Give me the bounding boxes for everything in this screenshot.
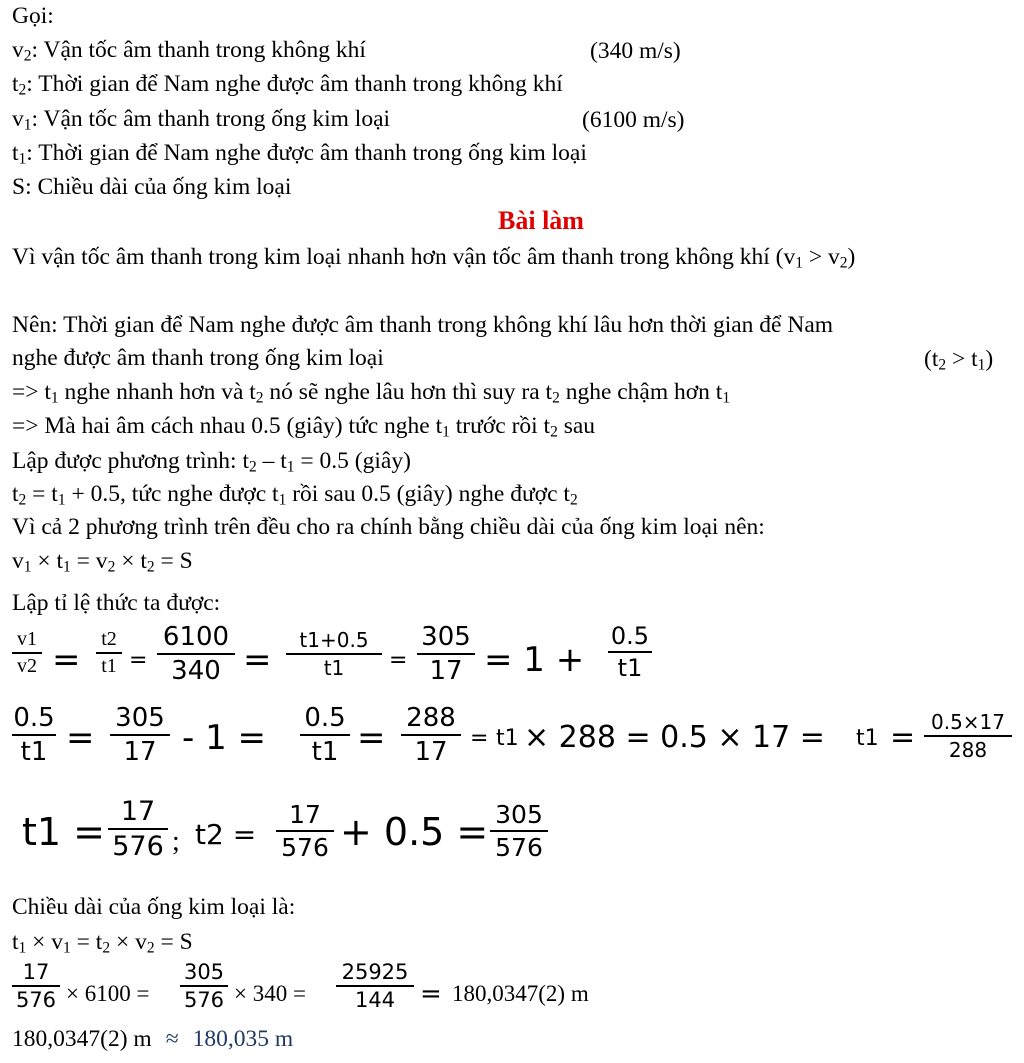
eq2-product-chain: × 288 = 0.5 × 17 = [524, 720, 825, 755]
eq3-semicolon: ; [172, 826, 180, 857]
eq2-fraction-result: 0.5×17 288 [924, 710, 1012, 762]
eq1-equals-2: = [129, 648, 148, 673]
conclusion-line-1: Nên: Thời gian để Nam nghe được âm thanh trong không khí lâu hơn thời gian để Nam [12, 312, 834, 338]
eq2-t1-a: t1 [496, 726, 519, 751]
eq1-fraction-6100-340: 6100 340 [157, 622, 235, 686]
definition-v2: $v_2$: Vận tốc âm thanh trong không khí [12, 37, 366, 65]
len-fraction-25925-144: 25925 144 [336, 960, 414, 1012]
len-result: 180,0347(2) m [452, 981, 589, 1006]
reason-line: Vì vận tốc âm thanh trong kim loại nhanh hơn vận tốc âm thanh trong không khí $(v_1 > v_2)$ [12, 244, 856, 272]
definition-t2: $t_2$: Thời gian để Nam nghe được âm thanh trong không khí [12, 71, 563, 99]
eq1-equals-3: = [243, 640, 272, 680]
step-line-2: => Mà hai âm cách nhau 0.5 (giây) tức nghe $t_1$ trước rồi $t_2$ sau [12, 413, 596, 441]
eq3-fraction-305-576: 305 576 [490, 800, 548, 862]
eq1-fraction-v1-v2: v1 v2 [12, 628, 42, 678]
step-line-6: $v_1 \times t_1 = v_2 \times t_2 = S$ [12, 548, 193, 576]
eq2-fraction-288-17: 288 17 [401, 703, 461, 767]
definition-v2-value: (340 m/s) [590, 38, 681, 64]
eq1-fraction-t1-plus-half: t1+0.5 t1 [286, 628, 382, 680]
step-line-1: => $t_1$ nghe nhanh hơn và $t_2$ nó sẽ nghe lâu hơn thì suy ra $t_2$ nghe chậm hơn $t_1$ [12, 379, 731, 407]
definition-s: S: Chiều dài của ống kim loại [12, 174, 292, 200]
eq2-t1-b: t1 [856, 726, 879, 751]
len-fraction-17-576: 17 576 [12, 960, 60, 1012]
step-line-5: Vì cả 2 phương trình trên đều cho ra chính bằng chiều dài của ống kim loại nên: [12, 514, 765, 540]
eq2-minus-one: - 1 = [182, 718, 267, 758]
eq1-equals-1: = [52, 640, 81, 680]
len-equals: = [420, 979, 442, 1009]
eq1-fraction-t2-t1: t2 t1 [96, 628, 122, 678]
eq3-plus-half: + 0.5 = [340, 810, 489, 854]
final-answer: 180,0347(2) m ≈ 180,035 m [12, 1026, 294, 1052]
eq2-equals-2: = [357, 718, 386, 758]
eq2-equals-3: = [470, 726, 489, 751]
eq2-equals-4: = [890, 720, 916, 755]
len-times-6100: × 6100 = [66, 981, 150, 1006]
len-times-340: × 340 = [234, 981, 306, 1006]
definition-v1: $v_1$: Vận tốc âm thanh trong ống kim loại [12, 106, 391, 134]
intro-label: Gọi: [12, 3, 54, 29]
eq2-fraction-305-17: 305 17 [110, 703, 170, 767]
len-fraction-305-576: 305 576 [180, 960, 228, 1012]
eq1-fraction-305-17: 305 17 [417, 622, 475, 686]
eq2-fraction-half-t1: 0.5 t1 [13, 703, 55, 767]
section-title: Bài làm [498, 206, 584, 235]
conclusion-line-2: nghe được âm thanh trong ống kim loại [12, 345, 384, 371]
eq3-t2-equals: t2 = [195, 818, 257, 851]
eq1-equals-4: = [389, 648, 408, 673]
length-title: Chiều dài của ống kim loại là: [12, 894, 296, 920]
relation-t2-gt-t1: $(t_2 > t_1)$ [924, 346, 994, 374]
eq3-fraction-17-576-b: 17 576 [276, 800, 334, 862]
eq2-fraction-half-t1-b: 0.5 t1 [300, 703, 350, 767]
definition-v1-value: (6100 m/s) [582, 107, 685, 133]
eq1-fraction-half-t1: 0.5 t1 [608, 622, 652, 682]
length-relation: $t_1 \times v_1 = t_2 \times v_2 = S$ [12, 929, 193, 957]
step-line-7: Lập tỉ lệ thức ta được: [12, 590, 221, 616]
definition-t1: $t_1$: Thời gian để Nam nghe được âm thanh trong ống kim loại [12, 140, 587, 168]
eq2-equals-1: = [66, 718, 95, 758]
eq3-fraction-17-576: 17 576 [108, 796, 168, 862]
eq3-t1-equals: t1 = [22, 810, 105, 854]
step-line-3: Lập được phương trình: $t_2 - t_1 = 0.5$ (giây) [12, 448, 411, 476]
step-line-4: $t_2 = t_1 + 0.5$, tức nghe được $t_1$ rồi sau 0.5 (giây) nghe được $t_2$ [12, 481, 578, 509]
eq1-equals-one-plus: = 1 + [484, 640, 585, 680]
